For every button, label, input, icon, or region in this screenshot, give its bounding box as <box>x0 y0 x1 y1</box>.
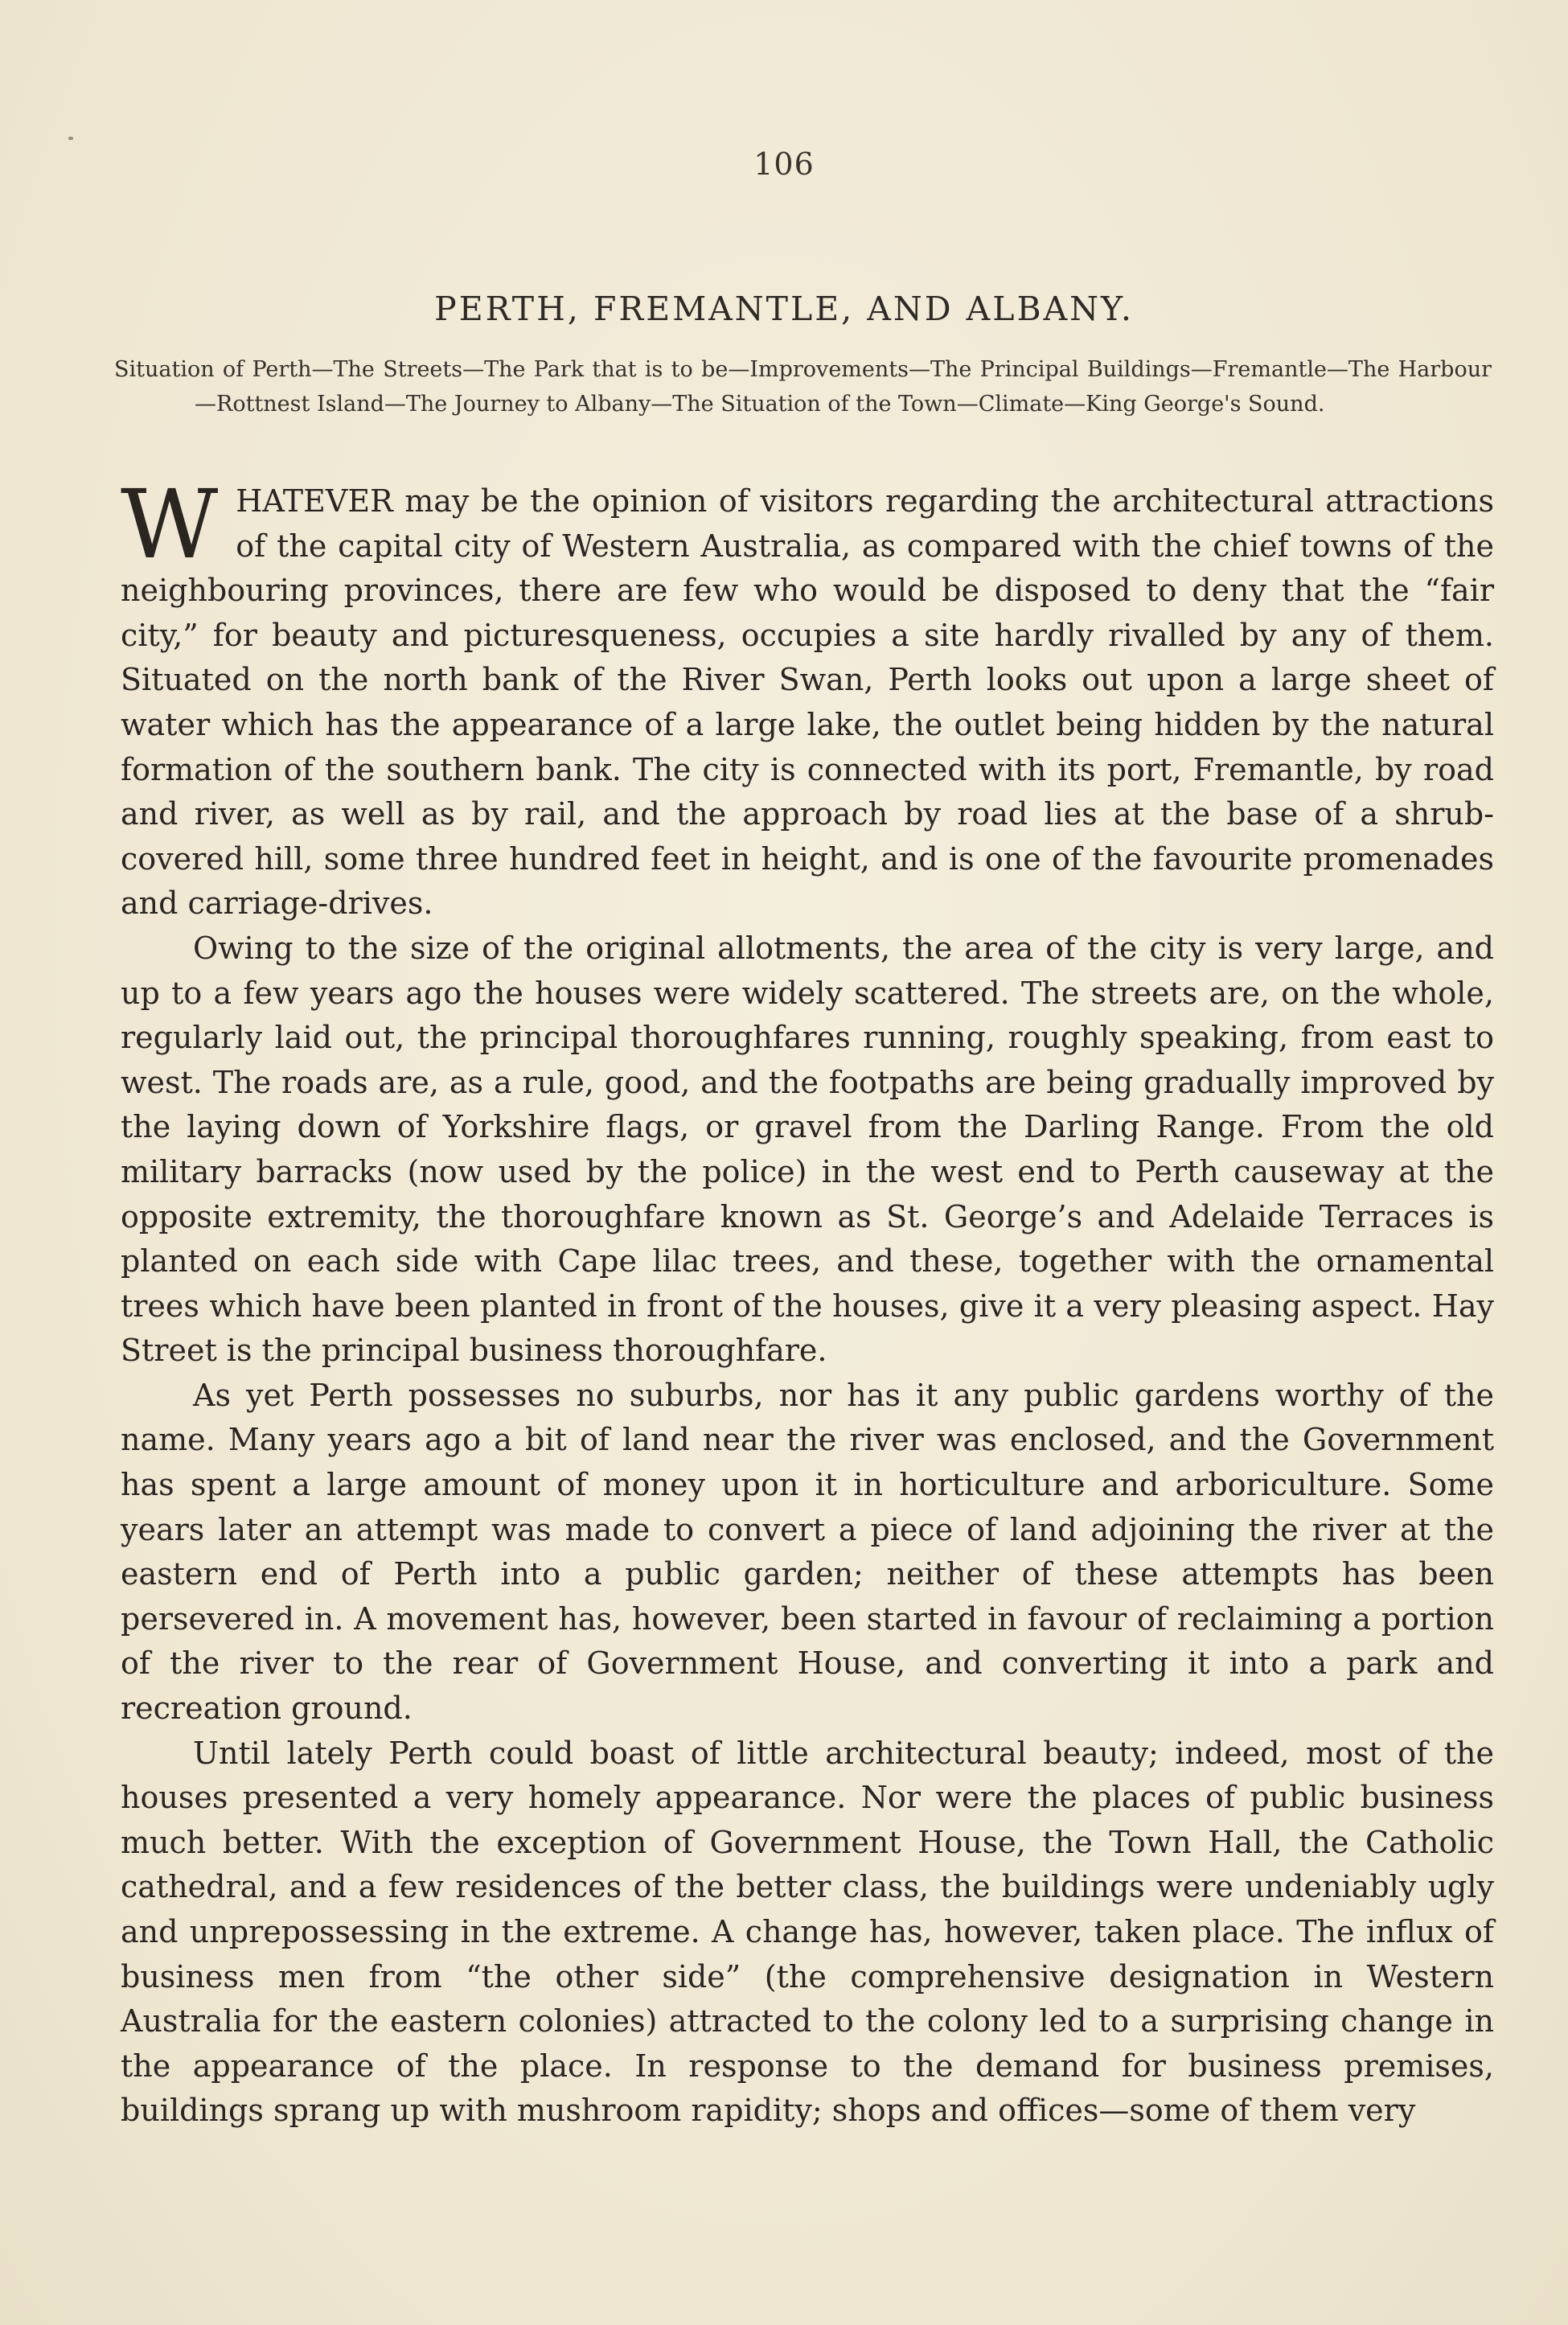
drop-cap: W <box>121 469 219 580</box>
chapter-synopsis <box>114 352 1492 421</box>
paragraph-3: As yet Perth possesses no suburbs, nor has it any public gardens worthy of the name. Many years ago a bit of land near the river was enclosed, and the Government has spent a large amount of money upon it in horticulture and arboriculture. Some years later an attempt was made to convert a piece of land adjoining the river at the eastern end of Perth into a public garden; neither of these attempts has been persevered in. A movement has, however, been started in favour of reclaiming a portion of the river to the rear of Government House, and converting it into a park and recreation ground. <box>121 1377 1494 1727</box>
page-number: 106 <box>753 146 815 182</box>
print-speck <box>68 137 73 140</box>
paragraph-4: Until lately Perth could boast of little architectural beauty; indeed, most of the houses presented a very homely appearance. Nor were the places of public business much better. With the exception of Government House, the Town Hall, the Catholic cathedral, and a few residences of the better class, the buildings were undeniably ugly and unprepossessing in the extreme. A change has, however, taken place. The influx of business men from “the other side” (the comprehensive designation in Western Australia for the eastern colonies) attracted to the colony led to a surprising change in the appearance of the place. In response to the demand for business premises, buildings sprang up with mushroom rapidity; shops and offices—some of them very <box>121 1735 1494 2129</box>
paragraph-1-text: HATEVER may be the opinion of visitors regarding the architectural attractions of the capital city of Western Australia, as compared with the chief towns of the neighbouring provinces, there are few who would be disposed to deny that the “fair city,” for beauty and picturesqueness, occupies a site hardly rivalled by any of them. Situated on the north bank of the River Swan, Perth looks out upon a large sheet of water which has the appearance of a large lake, the outlet being hidden by the natural formation of the southern bank. The city is connected with its port, Fremantle, by road and river, as well as by rail, and the approach by road lies at the base of a shrub-covered hill, some three hundred feet in height, and is one of the favourite promenades and carriage-drives. <box>121 483 1494 922</box>
paragraph-1 <box>121 469 1494 926</box>
synopsis-text: Situation of Perth—The Streets—The Park that is to be—Improvements—The Principal Buildings—Fremantle—The Harbour—Rottnest Island—The Journey to Albany—The Situation of the Town—Climate—King George's Sound. <box>114 357 1492 417</box>
chapter-title: PERTH, FREMANTLE, AND ALBANY. <box>434 290 1134 328</box>
paragraph-2: Owing to the size of the original allotments, the area of the city is very large, and up to a few years ago the houses were widely scattered. The streets are, on the whole, regularly laid out, the principal thoroughfares running, roughly speaking, from east to west. The roads are, as a rule, good, and the footpaths are being gradually improved by the laying down of Yorkshire flags, or gravel from the Darling Range. From the old military barracks (now used by the police) in the west end to Perth causeway at the opposite extremity, the thoroughfare known as St. George’s and Adelaide Terraces is planted on each side with Cape lilac trees, and these, together with the ornamental trees which have been planted in front of the houses, give it a very pleasing aspect. Hay Street is the principal business thoroughfare. <box>121 930 1494 1369</box>
body-text <box>121 469 1494 2134</box>
